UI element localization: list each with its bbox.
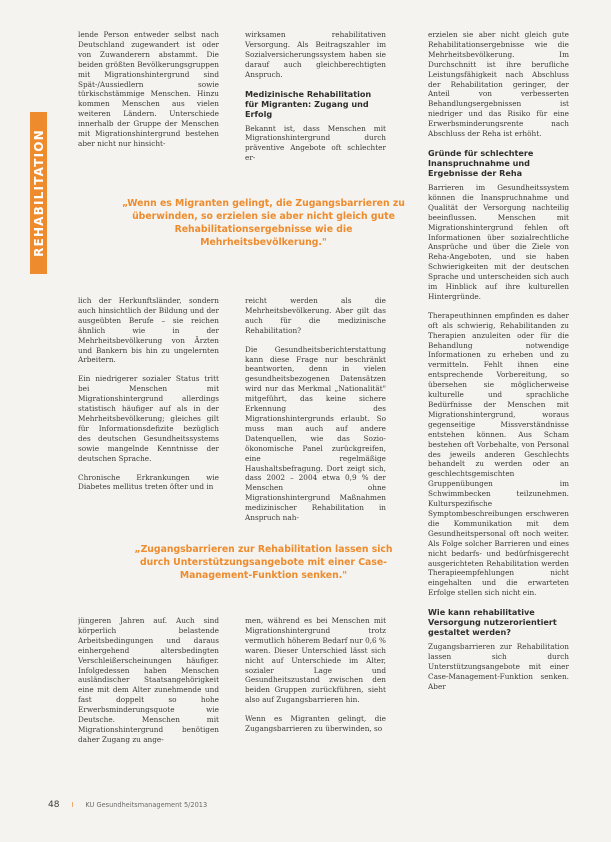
publication-name: KU Gesundheitsmanagement 5/2013	[85, 801, 208, 809]
section-heading: Wie kann rehabilitative Versorgung nutzerorientiert gestaltet werden?	[428, 607, 557, 638]
section-heading: Medizinische Rehabilitation für Migranten: Zugang und Erfolg	[245, 88, 372, 119]
pull-quote: „Zugangsbarrieren zur Rehabilitation lassen sich durch Unterstützungsangebote mit einer Case-Management-Funktion senken."	[134, 544, 393, 581]
paragraph: Wenn es Migranten gelingt, die Zugangsbarrieren zu überwinden, so	[245, 714, 386, 734]
page-number: 48	[48, 800, 60, 810]
column-2-middle	[245, 296, 386, 533]
column-3	[428, 30, 569, 784]
paragraph: jüngeren Jahren auf. Auch sind körperlich belastende Arbeitsbedingungen und daraus einhergehend altersbedingten Verschleißerscheinungen häufiger. Infolgedessen haben Menschen ausländischer Staatsangehörigkeit eine mit dem Alter zunehmende und fast doppelt so hohe Erwerbsminderungsquote wie Deutsche. Menschen mit Migrationshintergrund benötigen daher Zugang zu ange-	[78, 616, 219, 744]
column-1-top	[78, 30, 219, 190]
section-heading: Gründe für schlechtere Inanspruchnahme und Ergebnisse der Reha	[428, 147, 534, 178]
pull-quote: „Wenn es Migranten gelingt, die Zugangsbarrieren zu überwinden, so erzielen sie aber nicht gleich gute Rehabilitationsergebnisse wie die Mehrheitsbevölkerung."	[122, 198, 405, 248]
column-1-middle	[78, 296, 219, 533]
page-footer	[48, 800, 207, 810]
paragraph: Zugangsbarrieren zur Rehabilitation lassen sich durch Unterstützungsangebote mit einer Case-Management-Funktion senken. Aber	[428, 642, 569, 691]
section-tab	[30, 112, 47, 274]
paragraph: Therapeuthinnen empfinden es daher oft als schwierig, Rehabilitanden zu Therapien anzuleiten oder für die Behandlung notwendige Informationen zu erheben und zu vermitteln. Fehlt ihnen eine entsprechende Vorbereitung, so übersehen sie möglicherweise kulturelle und sprachliche Bedürfnisse der Menschen mit Migrationshintergrund, woraus gegenseitige Missverständnisse entstehen können. Aus Scham bestehen oft Vorbehalte, von Personal des jeweils anderen Geschlechts behandelt zu werden oder an geschlechtsgemischten Gruppenübungen im Schwimmbecken teilzunehmen. Kulturspezifische Symptombeschreibungen erschweren die Kommunikation mit dem Gesundheitspersonal oft noch weiter. Als Folge solcher Barrieren und eines nicht bedarfs- und bedürfnisgerecht ausgerichteten Rehabilitation werden Therapieempfehlungen nicht eingehalten und die erwarteten Erfolge stellen sich nicht ein.	[428, 310, 569, 598]
paragraph: Bekannt ist, dass Menschen mit Migrationshintergrund durch präventive Angebote oft schlechter er-	[245, 123, 386, 163]
paragraph: Die Gesundheitsberichterstattung kann diese Frage nur beschränkt beantworten, denn in vielen gesundheitsbezogenen Datensätzen wird nur das Merkmal „Nationalität" mitgeführt, das keine sichere Erkennung des Migrationshintergrunds erlaubt. So muss man auch auf andere Datenquellen, wie das Sozio-ökonomische Panel zurückgreifen, eine regelmäßige Haushaltsbefragung. Dort zeigt sich, dass 2002 – 2004 etwa 0,9 % der Menschen ohne Migrationshintergrund Maßnahmen medizinischer Rehabilitation in Anspruch nah-	[245, 344, 386, 523]
paragraph: men, während es bei Menschen mit Migrationshintergrund trotz vermutlich höherem Bedarf nur 0,6 % waren. Dieser Unterschied lässt sich nicht auf Unterschiede im Alter, sozialer Lage und Gesundheitszustand zwischen den beiden Gruppen zurückführen, sieht also auf Zugangsbarrieren hin.	[245, 616, 386, 705]
section-tab-label: REHABILITATION	[31, 129, 46, 257]
paragraph: Ein niedrigerer sozialer Status tritt bei Menschen mit Migrationshintergrund allerdings statistisch häufiger auf als in der Mehrheitsbevölkerung; gleiches gilt für Informationsdefizite bezüglich des deutschen Gesundheitssystems sowie mangelnde Kenntnisse der deutschen Sprache.	[78, 374, 219, 463]
column-1-bottom	[78, 616, 219, 784]
paragraph: Barrieren im Gesundheitssystem können die Inanspruchnahme und Qualität der Versorgung nachteilig beeinflussen. Menschen mit Migrationshintergrund fehlen oft Informationen über sozialrechtliche Ansprüche und über die Ziele von Reha-Angeboten, und sie haben Schwierigkeiten mit der deutschen Sprache und unterscheiden sich auch im Hinblick auf ihre kulturellen Hintergründe.	[428, 182, 569, 301]
column-2-top	[245, 30, 386, 190]
column-2-bottom	[245, 616, 386, 784]
paragraph: lende Person entweder selbst nach Deutschland zugewandert ist oder von Zuwanderern abstammt. Die beiden größten Bevölkerungsgruppen mit Migrationshintergrund sind Spät-/Aussiedlern sowie türkischstämmige Menschen. Hinzu kommen Menschen aus vielen weiteren Ländern. Unterschiede innerhalb der Gruppe der Menschen mit Migrationshintergrund bestehen aber nicht nur hinsicht-	[78, 30, 219, 148]
paragraph: erzielen sie aber nicht gleich gute Rehabilitationsergebnisse wie die Mehrheitsbevölkerung. Im Durchschnitt ist ihre berufliche Leistungsfähigkeit nach Abschluss der Rehabilitation geringer, der Anteil von verbesserten Behandlungsergebnissen ist niedriger und das Risiko für eine Erwerbsminderungsrente nach Abschluss der Reha ist erhöht.	[428, 30, 569, 139]
paragraph: lich der Herkunftsländer, sondern auch hinsichtlich der Bildung und der ausgeübten Berufe – sie reichen ähnlich wie in der Mehrheitsbevölkerung von Ärzten und Bankern bis hin zu ungelernten Arbeitern.	[78, 296, 219, 365]
paragraph: Chronische Erkrankungen wie Diabetes mellitus treten öfter und in	[78, 472, 219, 492]
footer-separator: I	[71, 801, 74, 809]
paragraph: wirksamen rehabilitativen Versorgung. Als Beitragszahler im Sozialversicherungssystem haben sie darauf auch gleichberechtigten Anspruch.	[245, 30, 386, 79]
paragraph: reicht werden als die Mehrheitsbevölkerung. Aber gilt das auch für die medizinische Rehabilitation?	[245, 296, 386, 335]
